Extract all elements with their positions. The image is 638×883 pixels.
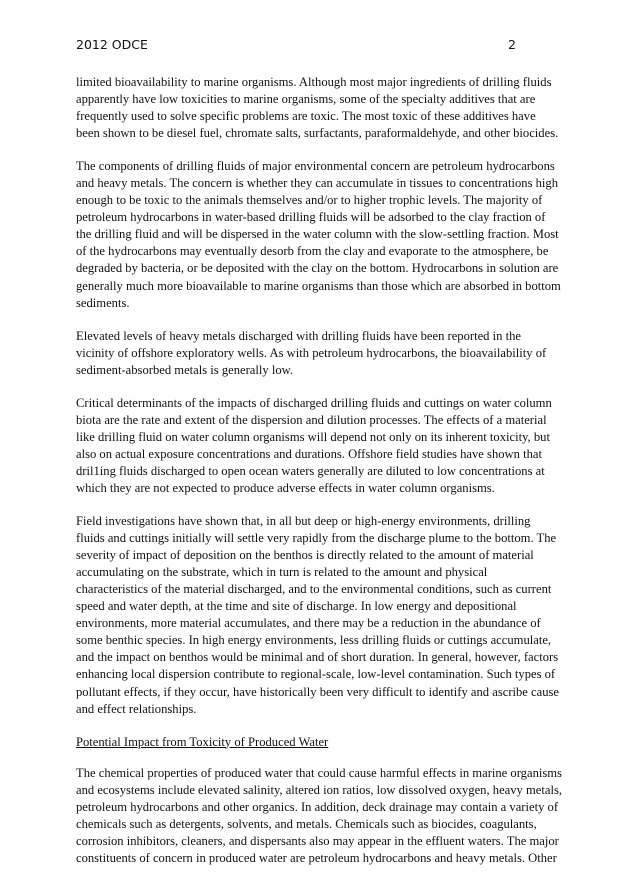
header-title: 2012 ODCE [76, 37, 148, 52]
page-number: 2 [508, 37, 516, 52]
paragraph: Elevated levels of heavy metals discharged with drilling fluids have been reported in the vicinity of offshore exploratory wells. As with petroleum hydrocarbons, the bioavailability of sediment-absorbed metals is generally low. [76, 328, 547, 377]
document-body [76, 74, 562, 883]
paragraph: The components of drilling fluids of major environmental concern are petroleum hydrocarbons and heavy metals. The concern is whether they can accumulate in tissues to concentrations high enough to be toxic to the animals themselves and/or to higher trophic levels. The majority of petroleum hydrocarbons in water-based drilling fluids will be adsorbed to the clay fraction of the drilling fluid and will be dispersed in the water column with the slow-settling fraction. Most of the hydrocarbons may eventually desorb from the clay and evaporate to the atmosphere, be degraded by bacteria, or be deposited with the clay on the bottom. Hydrocarbons in solution are generally much more bioavailable to marine organisms than those which are absorbed in bottom sediments. [76, 159, 561, 310]
paragraph: Critical determinants of the impacts of discharged drilling fluids and cuttings on water column biota are the rate and extent of the dispersion and dilution processes. The effects of a material like drilling fluid on water column organisms will depend not only on its inherent toxicity, but also on actual exposure concentrations and durations. Offshore field studies have shown that dril1ing fluids discharged to open ocean waters generally are diluted to low concentrations at which they are not expected to produce adverse effects in water column organisms. [76, 395, 552, 495]
section-subheading: Potential Impact from Toxicity of Produced Water [76, 734, 329, 749]
paragraph: limited bioavailability to marine organisms. Although most major ingredients of drilling fluids apparently have low toxicities to marine organisms, some of the specialty additives that are frequently used to solve specific problems are toxic. The most toxic of these additives have been shown to be diesel fuel, chromate salts, surfactants, paraformaldehyde, and other biocides. [76, 75, 559, 141]
paragraph: Field investigations have shown that, in all but deep or high-energy environments, drilling fluids and cuttings initially will settle very rapidly from the discharge plume to the bottom. The severity of impact of deposition on the benthos is directly related to the amount of material accumulating on the substrate, which in turn is related to the amount and physical characteristics of the material discharged, and to the environmental conditions, such as current speed and water depth, at the time and site of discharge. In low energy and depositional environments, more material accumulates, and there may be a reduction in the abundance of some benthic species. In high energy environments, less drilling fluids or cuttings accumulate, and the impact on benthos would be minimal and of short duration. In general, however, factors enhancing local dispersion contribute to regional-scale, low-level contamination. Such types of pollutant effects, if they occur, have historically been very difficult to identify and ascribe cause and effect relationships. [76, 514, 560, 716]
paragraph: The chemical properties of produced water that could cause harmful effects in marine organisms and ecosystems include elevated salinity, altered ion ratios, low dissolved oxygen, heavy metals, petroleum hydrocarbons and other organics. In addition, deck drainage may contain a variety of chemicals such as detergents, solvents, and metals. Chemicals such as biocides, coagulants, corrosion inhibitors, cleaners, and dispersants also may appear in the effluent waters. The major constituents of concern in produced water are petroleum hydrocarbons and heavy metals. Other [76, 765, 563, 865]
